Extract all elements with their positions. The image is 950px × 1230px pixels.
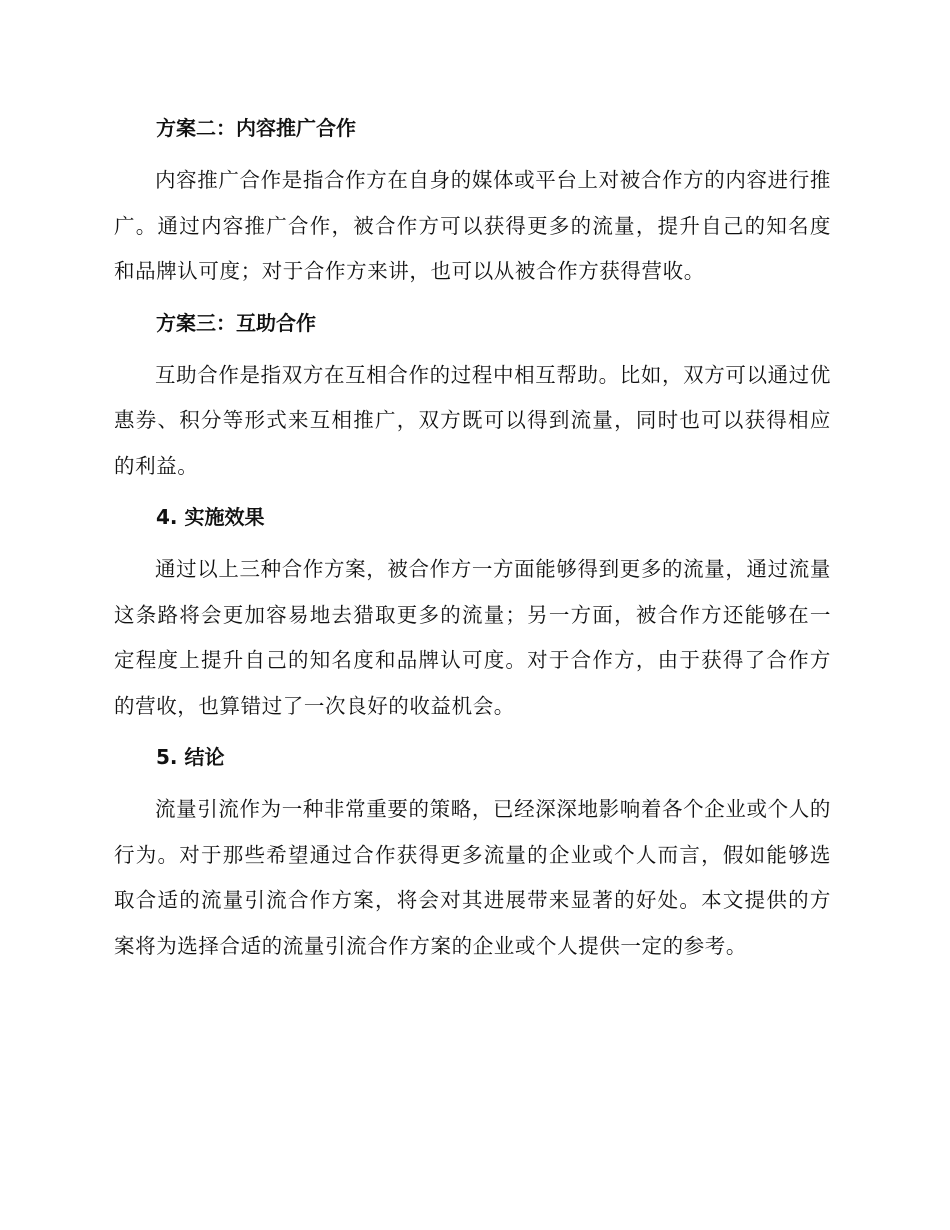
section-heading-plan-two: 方案二：内容推广合作 [156,116,356,140]
section-paragraph-plan-three: 互助合作是指双方在互相合作的过程中相互帮助。比如，双方可以通过优惠券、积分等形式来互相推广，双方既可以得到流量，同时也可以获得相应的利益。 [114,362,831,478]
section-paragraph-conclusion: 流量引流作为一种非常重要的策略，已经深深地影响着各个企业或个人的行为。对于那些希望通过合作获得更多流量的企业或个人而言，假如能够选取合适的流量引流合作方案，将会对其进展带来显著的好处。本文提供的方案将为选择合适的流量引流合作方案的企业或个人提供一定的参考。 [114,797,831,958]
section-paragraph-plan-two: 内容推广合作是指合作方在自身的媒体或平台上对被合作方的内容进行推广。通过内容推广合作，被合作方可以获得更多的流量，提升自己的知名度和品牌认可度；对于合作方来讲，也可以从被合作方获得营收。 [114,168,831,283]
section-paragraph-implementation-effect: 通过以上三种合作方案，被合作方一方面能够得到更多的流量，通过流量这条路将会更加容易地去猎取更多的流量；另一方面，被合作方还能够在一定程度上提升自己的知名度和品牌认可度。对于合作方，由于获得了合作方的营收，也算错过了一次良好的收益机会。 [114,557,831,718]
section-heading-implementation-effect: 4. 实施效果 [156,505,265,529]
section-heading-plan-three: 方案三：互助合作 [156,310,316,335]
section-heading-conclusion: 5. 结论 [156,745,225,769]
document-body [114,112,831,981]
